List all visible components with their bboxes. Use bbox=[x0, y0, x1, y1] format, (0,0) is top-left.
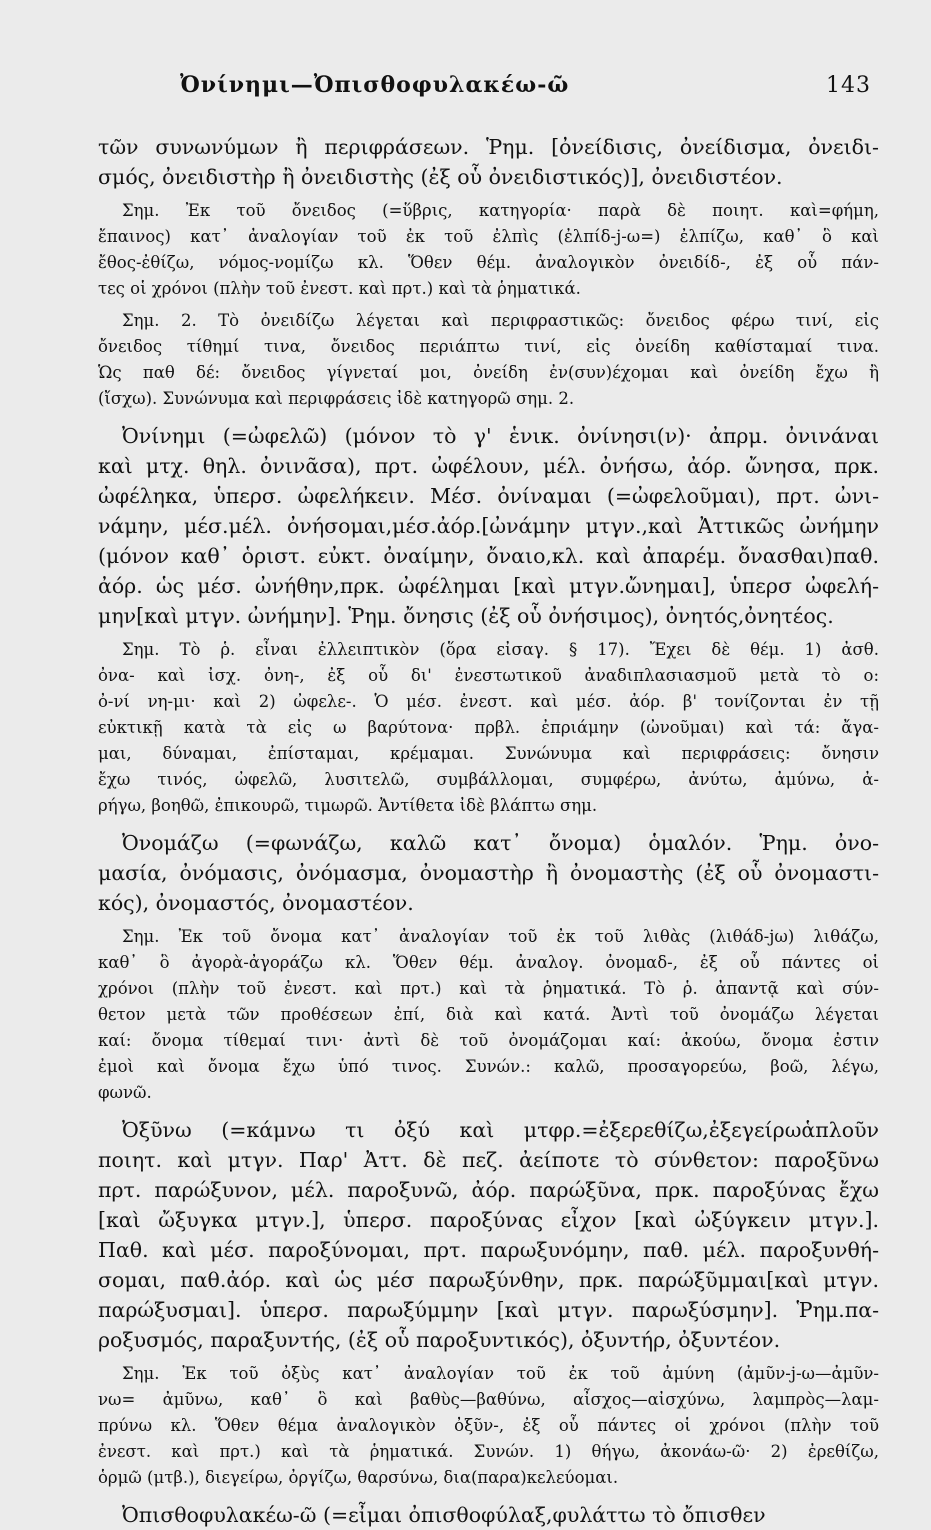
text-line: (ἴσχω). Συνώνυμα καὶ περιφράσεις ἰδὲ κατηγορῶ σημ. 2. bbox=[98, 389, 575, 408]
entry-paragraph bbox=[98, 1500, 879, 1530]
text-line: τες οἱ χρόνοι (πλὴν τοῦ ἐνεστ. καὶ πρτ.) καὶ τὰ ῥηματικά. bbox=[98, 279, 581, 298]
text-line: σομαι, παθ.ἀόρ. καὶ ὡς μέσ παρωξύνθην, πρκ. παρώξῦμμαι[καὶ μτγν. bbox=[98, 1268, 879, 1292]
text-line: Ὀνίνημι (=ὠφελῶ) (μόνον τὸ γ' ἑνικ. ὀνίνησι(ν)· ἀπρμ. ὀνινάναι bbox=[122, 424, 879, 448]
text-line: μαι, δύναμαι, ἐπίσταμαι, κρέμαμαι. Συνώνυμα καὶ περιφράσεις: ὄνησιν bbox=[98, 744, 879, 763]
text-line: Ὀνομάζω (=φωνάζω, καλῶ κατ᾽ ὄνομα) ὁμαλόν. Ῥημ. ὀνο- bbox=[122, 831, 879, 855]
text-line: Σημ. 2. Τὸ ὀνειδίζω λέγεται καὶ περιφραστικῶς: ὄνειδος φέρω τινί, εἰς bbox=[122, 311, 879, 330]
entry-note bbox=[98, 308, 879, 412]
text-line: ὁρμῶ (μτβ.), διεγείρω, ὀργίζω, θαρσύνω, δια(παρα)κελεύομαι. bbox=[98, 1468, 619, 1487]
entry-paragraph bbox=[98, 421, 879, 631]
text-line: καθ᾽ ὃ ἀγορὰ-ἀγοράζω κλ. Ὅθεν θέμ. ἀναλογ. ὀνομαδ-, ἐξ οὗ πάντες οἱ bbox=[98, 953, 879, 972]
text-line: ὄνειδος τίθημί τινα, ὄνειδος περιάπτω τινί, εἰς ὀνείδη καθίσταμαί τινα. bbox=[98, 337, 879, 356]
running-header bbox=[98, 72, 879, 98]
entry-note bbox=[98, 198, 879, 302]
text-line: ἐμοὶ καὶ ὄνομα ἔχω ὑπό τινος. Συνών.: καλῶ, προσαγορεύω, βοῶ, λέγω, bbox=[98, 1057, 879, 1076]
running-head-title: Ὀνίνημι—Ὀπισθοφυλακέω-ῶ bbox=[180, 72, 570, 98]
text-line: (μόνον καθ᾽ ὁριστ. εὐκτ. ὀναίμην, ὄναιο,κλ. καὶ ἀπαρέμ. ὄνασθαι)παθ. bbox=[98, 544, 879, 568]
text-line: ἔπαινος) κατ᾽ ἀναλογίαν τοῦ ἐκ τοῦ ἐλπὶς (ἐλπίδ-j-ω=) ἐλπίζω, καθ᾽ ὃ καὶ bbox=[98, 227, 879, 246]
text-line: καί: ὄνομα τίθεμαί τινι· ἀντὶ δὲ τοῦ ὀνομάζομαι καί: ἀκούω, ὄνομα ἐστιν bbox=[98, 1031, 879, 1050]
text-line: ρήγω, βοηθῶ, ἐπικουρῶ, τιμωρῶ. Ἀντίθετα ἰδὲ βλάπτω σημ. bbox=[98, 796, 598, 815]
text-line: κός), ὀνομαστός, ὀνομαστέον. bbox=[98, 891, 414, 915]
text-line: φωνῶ. bbox=[98, 1083, 152, 1102]
text-line: νάμην, μέσ.μέλ. ὀνήσομαι,μέσ.ἀόρ.[ὠνάμην μτγν.,καὶ Ἀττικῶς ὠνήμην bbox=[98, 514, 879, 538]
text-line: Σημ. Ἐκ τοῦ ὄνομα κατ᾽ ἀναλογίαν τοῦ ἐκ τοῦ λιθὰς (λιθάδ-jω) λιθάζω, bbox=[122, 927, 879, 946]
entry-note bbox=[98, 637, 879, 819]
text-line: Ὀπισθοφυλακέω-ῶ (=εἶμαι ὀπισθοφύλαξ,φυλάττω τὸ ὄπισθεν bbox=[122, 1503, 766, 1527]
text-line: Παθ. καὶ μέσ. παροξύνομαι, πρτ. παρωξυνόμην, παθ. μέλ. παροξυνθή- bbox=[98, 1238, 879, 1262]
block-spacer bbox=[98, 1106, 879, 1115]
dictionary-entries bbox=[98, 132, 879, 1530]
text-line: Σημ. Ἐκ τοῦ ὀξὺς κατ᾽ ἀναλογίαν τοῦ ἐκ τοῦ ἀμύνη (ἀμῦν-j-ω—ἀμῦν- bbox=[122, 1364, 879, 1383]
text-line: Σημ. Τὸ ῥ. εἶναι ἐλλειπτικὸν (ὅρα εἰσαγ. § 17). Ἔχει δὲ θέμ. 1) ἀσθ. bbox=[122, 640, 879, 659]
text-line: καὶ μτχ. θηλ. ὀνινᾶσα), πρτ. ὠφέλουν, μέλ. ὀνήσω, ἀόρ. ὤνησα, πρκ. bbox=[98, 454, 879, 478]
entry-paragraph bbox=[98, 132, 879, 192]
text-line: ὀ-νί νη-μι· καὶ 2) ὠφελε-. Ὁ μέσ. ἐνεστ. καὶ μέσ. ἀόρ. β' τονίζονται ἐν τῇ bbox=[98, 692, 879, 711]
text-line: Ὀξῦνω (=κάμνω τι ὀξύ καὶ μτφρ.=ἐξερεθίζω,ἐξεγείρωἁπλοῦν bbox=[122, 1118, 879, 1142]
text-line: παρώξυσμαι]. ὑπερσ. παρωξύμμην [καὶ μτγν. παρωξύσμην]. Ῥημ.πα- bbox=[98, 1298, 879, 1322]
text-line: τῶν συνωνύμων ἢ περιφράσεων. Ῥημ. [ὀνείδισις, ὀνείδισμα, ὀνειδι- bbox=[98, 135, 879, 159]
entry-paragraph bbox=[98, 1115, 879, 1355]
text-line: μην[καὶ μτγν. ὠνήμην]. Ῥημ. ὄνησις (ἐξ οὗ ὀνήσιμος), ὀνητός,ὀνητέος. bbox=[98, 604, 834, 628]
text-line: Σημ. Ἐκ τοῦ ὄνειδος (=ὕβρις, κατηγορία· παρὰ δὲ ποιητ. καὶ=φήμη, bbox=[122, 201, 879, 220]
text-line: σμός, ὀνειδιστὴρ ἢ ὀνειδιστὴς (ἐξ οὗ ὀνειδιστικός)], ὀνειδιστέον. bbox=[98, 165, 783, 189]
block-spacer bbox=[98, 1491, 879, 1500]
text-line: ὠφέληκα, ὑπερσ. ὠφελήκειν. Μέσ. ὀνίναμαι (=ὠφελοῦμαι), πρτ. ὠνι- bbox=[98, 484, 879, 508]
text-line: Ὡς παθ δέ: ὄνειδος γίγνεταί μοι, ὀνείδη ἐν(συν)έχομαι καὶ ὀνείδη ἔχω ἢ bbox=[98, 363, 879, 382]
text-line: νω= ἀμῦνω, καθ᾽ ὃ καὶ βαθὺς—βαθύνω, αἶσχος—αἰσχύνω, λαμπρὸς—λαμ- bbox=[98, 1390, 879, 1409]
text-line: ἀόρ. ὡς μέσ. ὠνήθην,πρκ. ὠφέλημαι [καὶ μτγν.ὤνημαι], ὑπερσ ὠφελή- bbox=[98, 574, 879, 598]
text-line: ὀνα- καὶ ἰσχ. ὀνη-, ἐξ οὗ δι' ἐνεστωτικοῦ ἀναδιπλασιασμοῦ μετὰ τὸ ο: bbox=[98, 666, 879, 685]
block-spacer bbox=[98, 819, 879, 828]
text-line: ποιητ. καὶ μτγν. Παρ' Ἀττ. δὲ πεζ. ἀείποτε τὸ σύνθετον: παροξῦνω bbox=[98, 1148, 879, 1172]
entry-note bbox=[98, 1361, 879, 1491]
text-line: ἔθος-ἐθίζω, νόμος-νομίζω κλ. Ὅθεν θέμ. ἀναλογικὸν ὀνειδίδ-, ἐξ οὗ πάν- bbox=[98, 253, 879, 272]
text-line: χρόνοι (πλὴν τοῦ ἐνεστ. καὶ πρτ.) καὶ τὰ ῥηματικά. Τὸ ῥ. ἀπαντᾷ καὶ σύν- bbox=[98, 979, 879, 998]
text-line: ἐνεστ. καὶ πρτ.) καὶ τὰ ῥηματικά. Συνών. 1) θήγω, ἀκονάω-ῶ· 2) ἐρεθίζω, bbox=[98, 1442, 879, 1461]
text-line: πρύνω κλ. Ὅθεν θέμα ἀναλογικὸν ὀξῦν-, ἐξ οὗ πάντες οἱ χρόνοι (πλὴν τοῦ bbox=[98, 1416, 879, 1435]
entry-paragraph bbox=[98, 828, 879, 918]
page-number: 143 bbox=[826, 73, 871, 98]
entry-note bbox=[98, 924, 879, 1106]
text-line: ἔχω τινός, ὠφελῶ, λυσιτελῶ, συμβάλλομαι, συμφέρω, ἀνύτω, ἀμύνω, ἀ- bbox=[98, 770, 879, 789]
block-spacer bbox=[98, 412, 879, 421]
text-line: ροξυσμός, παραξυντής, (ἐξ οὗ παροξυντικός), ὀξυντήρ, ὀξυντέον. bbox=[98, 1328, 781, 1352]
text-line: θετον μετὰ τῶν προθέσεων ἐπί, διὰ καὶ κατά. Ἀντὶ τοῦ ὀνομάζω λέγεται bbox=[98, 1005, 879, 1024]
text-line: εὐκτικῇ κατὰ τὰ εἰς ω βαρύτονα· πρβλ. ἐπριάμην (ὠνοῦμαι) καὶ τά: ἄγα- bbox=[98, 718, 879, 737]
text-line: πρτ. παρώξυνον, μέλ. παροξυνῶ, ἀόρ. παρώξῦνα, πρκ. παροξύνας ἔχω bbox=[98, 1178, 879, 1202]
text-line: [καὶ ὤξυγκα μτγν.], ὑπερσ. παροξύνας εἶχον [καὶ ὠξύγκειν μτγν.]. bbox=[98, 1208, 879, 1232]
text-line: μασία, ὀνόμασις, ὀνόμασμα, ὀνομαστὴρ ἢ ὀνομαστὴς (ἐξ οὗ ὀνομαστι- bbox=[98, 861, 879, 885]
